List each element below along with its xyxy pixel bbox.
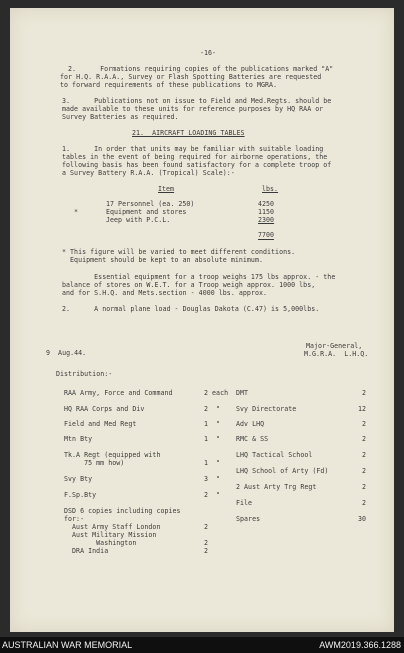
dist-right-qty: 30 — [358, 515, 367, 523]
dist-right-name: Spares — [236, 515, 261, 523]
dist-left-qty: 1 " — [204, 420, 221, 428]
dist-left-name: RAA Army, Force and Command — [64, 389, 173, 397]
dist-left-name: F.Sp.Bty — [64, 491, 97, 499]
dist-right-name: LHQ Tactical School — [236, 451, 313, 459]
footnote-line: * This figure will be varied to meet different conditions. — [62, 248, 296, 256]
table-row-mark: * — [74, 208, 79, 216]
essential-line: Essential equipment for a troop weighs 175 lbs approx. - the — [62, 273, 336, 281]
footer-institution: AUSTRALIAN WAR MEMORIAL — [2, 640, 133, 650]
para3-line: 3. Publications not on issue to Field and Med.Regts. should be — [62, 97, 332, 105]
paragraph-2b: 2. A normal plane load - Douglas Dakota (C.47) is 5,000lbs. — [62, 305, 320, 313]
dist-left-name: for:- — [64, 515, 85, 523]
dist-left-name: Mtn Bty — [64, 435, 93, 443]
dist-left-qty: 2 " — [204, 491, 221, 499]
para1-line: following basis has been found satisfactory for a complete troop of — [62, 161, 332, 169]
table-header-lbs: lbs. — [262, 185, 279, 193]
para1-line: tables in the event of being required for airborne operations, the — [62, 153, 328, 161]
dist-right-name: 2 Aust Arty Trg Regt — [236, 483, 317, 491]
dist-left-qty: 1 " — [204, 435, 221, 443]
signature-line: M.G.R.A. L.H.Q. — [304, 350, 369, 358]
table-row-lbs: 2300 — [258, 216, 275, 224]
dist-right-qty: 2 — [362, 483, 367, 491]
dist-left-qty: 2 — [204, 539, 209, 547]
dist-left-qty: 2 " — [204, 405, 221, 413]
dist-left-name: Aust Army Staff London — [64, 523, 161, 531]
dist-left-name: DRA India — [64, 547, 109, 555]
dist-right-name: File — [236, 499, 253, 507]
para3-line: made available to these units for reference purposes by HQ RAA or — [62, 105, 324, 113]
dist-left-name: Aust Military Mission — [64, 531, 157, 539]
dist-left-name: HQ RAA Corps and Div — [64, 405, 145, 413]
section-heading: 21. AIRCRAFT LOADING TABLES — [132, 129, 245, 137]
dist-right-name: RMC & SS — [236, 435, 269, 443]
para1-line: 1. In order that units may be familiar with suitable loading — [62, 145, 324, 153]
table-row-lbs: 4250 — [258, 200, 275, 208]
para3-line: Survey Batteries as required. — [62, 113, 179, 121]
dist-left-name: Svy Bty — [64, 475, 93, 483]
distribution-title: Distribution:- — [56, 370, 113, 378]
table-header-item: Item — [158, 185, 175, 193]
archive-footer — [0, 637, 404, 653]
dist-left-name: Field and Med Regt — [64, 420, 137, 428]
document-date: 9 Aug.44. — [46, 349, 87, 357]
para1-line: a Survey Battery R.A.A. (Tropical) Scale):- — [62, 169, 235, 177]
dist-right-qty: 2 — [362, 499, 367, 507]
dist-left-name: Washington — [64, 539, 137, 547]
para2-line: 2. Formations requiring copies of the publications marked "A" — [68, 65, 334, 73]
footer-accession-number: AWM2019.366.1288 — [319, 640, 401, 650]
dist-right-qty: 2 — [362, 467, 367, 475]
dist-right-name: Svy Directorate — [236, 405, 297, 413]
dist-right-name: LHQ School of Arty (Fd) — [236, 467, 329, 475]
dist-left-name: 75 mm how) — [64, 459, 125, 467]
dist-left-qty: 2 each — [204, 389, 229, 397]
dist-right-qty: 2 — [362, 420, 367, 428]
para2-line: to forward requirements of these publications to MGRA. — [60, 81, 278, 89]
dist-right-qty: 2 — [362, 389, 367, 397]
signature-line: Major-General, — [306, 342, 363, 350]
table-row-item: Equipment and stores — [106, 208, 187, 216]
dist-right-name: Adv LHQ — [236, 420, 265, 428]
dist-left-qty: 3 " — [204, 475, 221, 483]
dist-right-name: DMT — [236, 389, 249, 397]
para2-line: for H.Q. R.A.A., Survey or Flash Spotting Batteries are requested — [60, 73, 322, 81]
dist-left-name: DSD 6 copies including copies — [64, 507, 181, 515]
page-number: -16- — [200, 49, 217, 57]
dist-right-qty: 12 — [358, 405, 367, 413]
essential-line: and for S.H.Q. and Mets.section - 4000 lbs. approx. — [62, 289, 268, 297]
table-row-item: Jeep with P.C.L. — [106, 216, 171, 224]
table-row-item: 17 Personnel (ea. 250) — [106, 200, 195, 208]
document-page — [10, 8, 394, 632]
dist-left-qty: 2 — [204, 547, 209, 555]
dist-right-qty: 2 — [362, 435, 367, 443]
dist-left-qty: 1 " — [204, 459, 221, 467]
essential-line: balance of stores on W.E.T. for a Troop weigh approx. 1000 lbs, — [62, 281, 316, 289]
dist-right-qty: 2 — [362, 451, 367, 459]
dist-left-qty: 2 — [204, 523, 209, 531]
table-total: 7700 — [258, 231, 275, 239]
dist-left-name: Tk.A Regt (equipped with — [64, 451, 161, 459]
table-row-lbs: 1150 — [258, 208, 275, 216]
footnote-line: Equipment should be kept to an absolute minimum. — [62, 256, 263, 264]
